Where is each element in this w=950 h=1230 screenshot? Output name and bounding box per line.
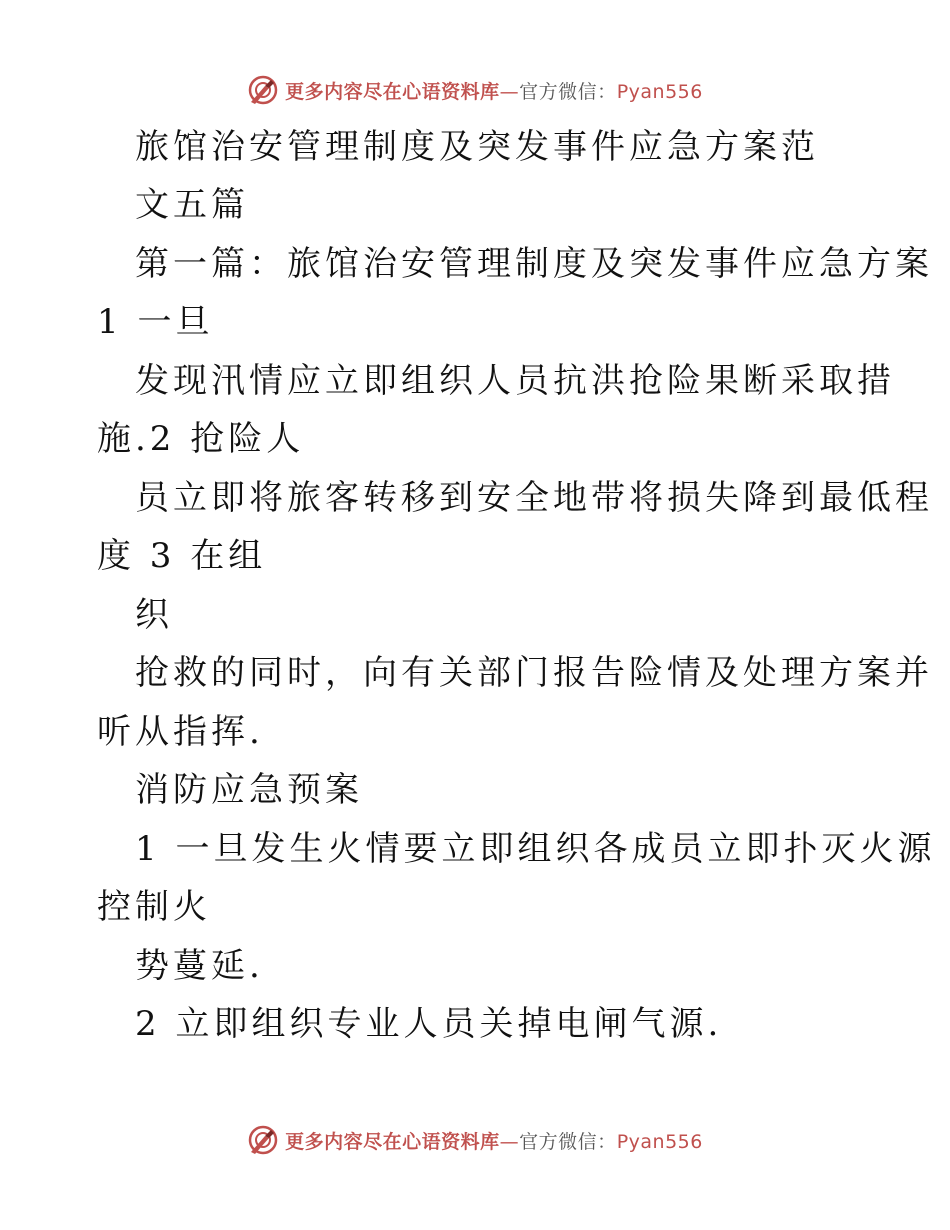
paragraph-line: 势蔓延. <box>135 946 264 986</box>
paragraph-line: 1 一旦 <box>97 302 214 342</box>
paragraph-line: 听从指挥. <box>97 712 264 752</box>
pen-logo-icon <box>247 1124 279 1156</box>
paragraph-line: 2 立即组织专业人员关掉电闸气源. <box>135 1004 723 1044</box>
paragraph-line: 控制火 <box>97 887 211 927</box>
doc-title-line-2: 文五篇 <box>135 185 249 225</box>
section-heading: 第一篇：旅馆治安管理制度及突发事件应急方案 <box>135 244 933 284</box>
banner-wechat-id: Pyan556 <box>616 80 703 103</box>
banner-wechat-label: 官方微信： <box>519 1130 617 1153</box>
banner-wechat-label: 官方微信： <box>519 80 617 103</box>
banner-dash: — <box>499 1130 520 1153</box>
subsection-heading: 消防应急预案 <box>135 770 363 810</box>
pen-logo-icon <box>247 74 279 106</box>
paragraph-line: 织 <box>135 595 173 635</box>
footer-watermark <box>0 1120 950 1160</box>
doc-title-line-1: 旅馆治安管理制度及突发事件应急方案范 <box>135 127 819 167</box>
paragraph-line: 施.2 抢险人 <box>97 419 305 459</box>
banner-main-text: 更多内容尽在心语资料库 <box>285 80 500 103</box>
header-watermark <box>0 70 950 110</box>
banner-wechat-id: Pyan556 <box>616 1130 703 1153</box>
paragraph-line: 发现汛情应立即组织人员抗洪抢险果断采取措 <box>135 361 895 401</box>
banner-dash: — <box>499 80 520 103</box>
paragraph-line: 抢救的同时，向有关部门报告险情及处理方案并 <box>135 653 933 693</box>
paragraph-line: 1 一旦发生火情要立即组织各成员立即扑灭火源 <box>135 829 936 869</box>
banner-main-text: 更多内容尽在心语资料库 <box>285 1130 500 1153</box>
paragraph-line: 员立即将旅客转移到安全地带将损失降到最低程 <box>135 478 933 518</box>
paragraph-line: 度 3 在组 <box>97 536 267 576</box>
